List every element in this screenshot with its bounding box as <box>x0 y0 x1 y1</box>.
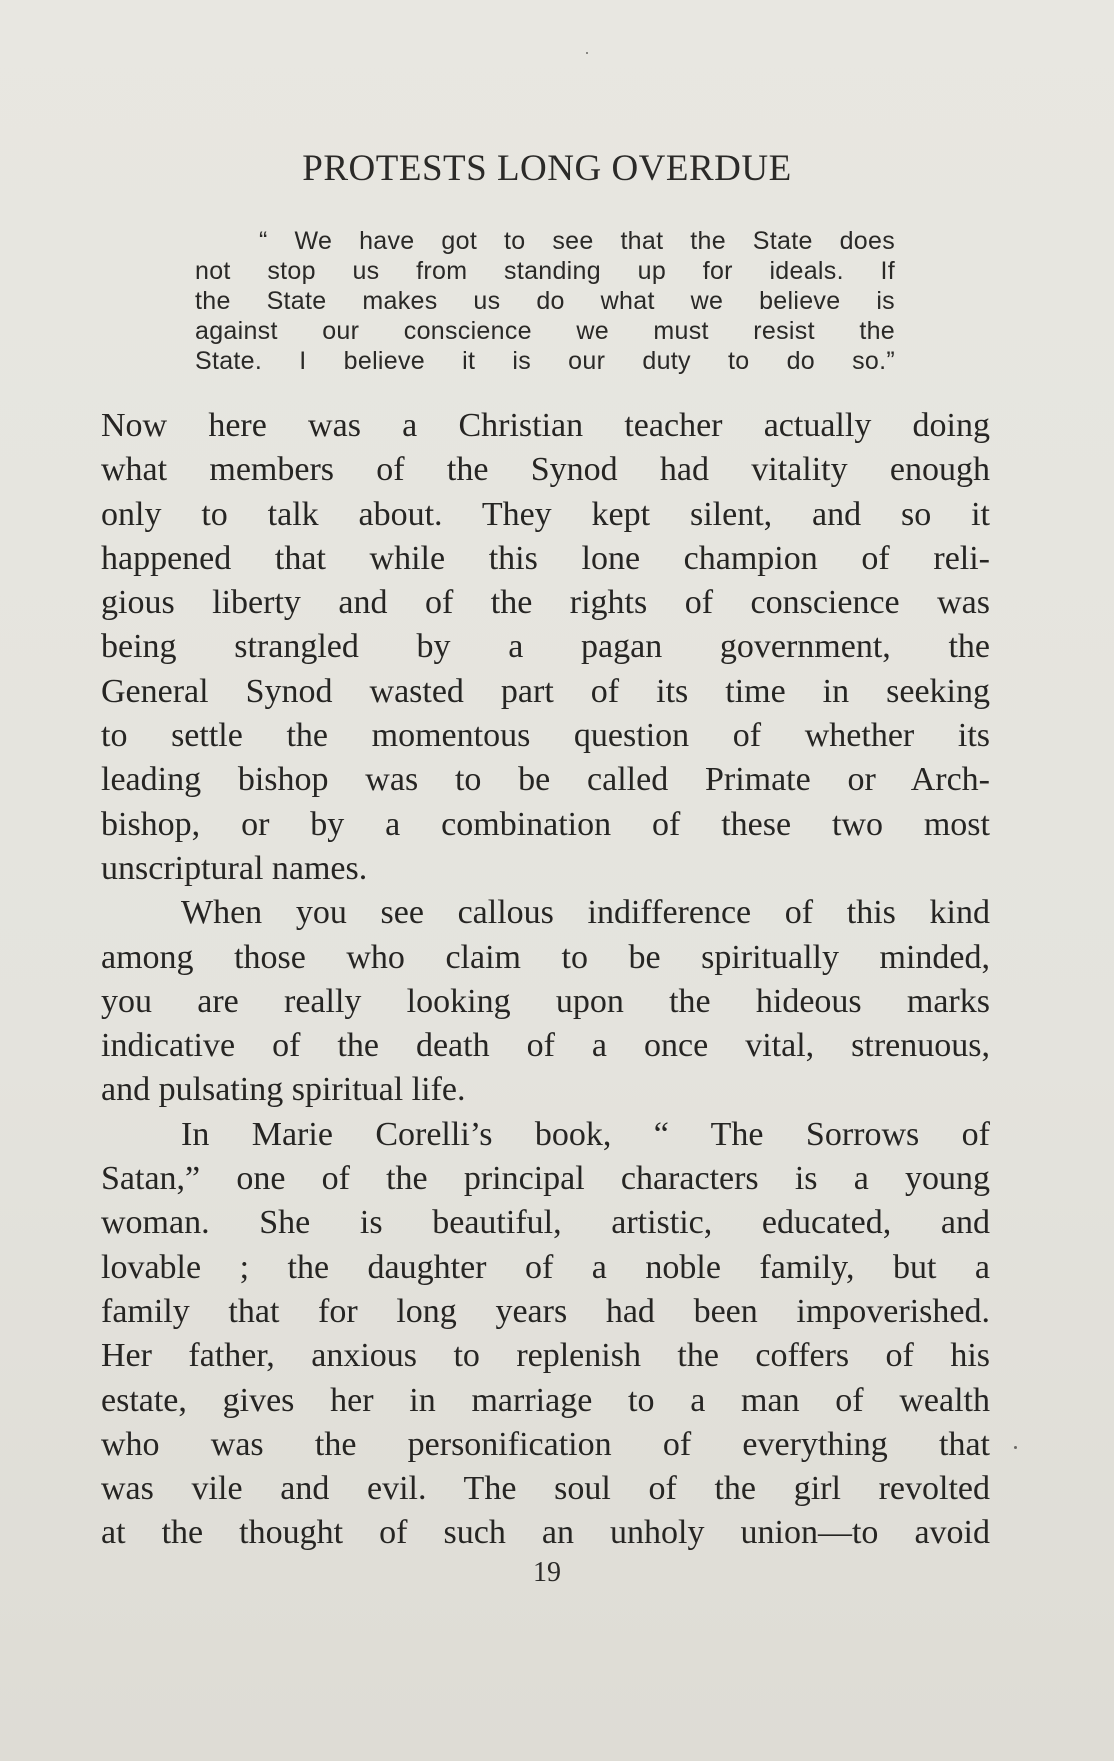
text-line: estate, gives her in marriage to a man of wealth <box>101 1381 990 1419</box>
text-line: and pulsating spiritual life. <box>101 1071 466 1109</box>
text-line: Satan,” one of the principal characters is a young <box>101 1160 990 1198</box>
text-line: Her father, anxious to replenish the coffers of his <box>101 1337 990 1375</box>
text-line: being strangled by a pagan government, the <box>101 628 990 666</box>
quote-line: State. I believe it is our duty to do so.” <box>195 347 895 375</box>
text-line: only to talk about. They kept silent, and so it <box>101 495 990 533</box>
quote-line: not stop us from standing up for ideals. If <box>195 257 895 285</box>
quote-line: “ We have got to see that the State does <box>259 227 895 255</box>
text-line: was vile and evil. The soul of the girl revolted <box>101 1470 990 1508</box>
text-line: what members of the Synod had vitality enough <box>101 451 990 489</box>
text-line: to settle the momentous question of whether its <box>101 717 990 755</box>
text-line: among those who claim to be spiritually minded, <box>101 938 990 976</box>
text-line: Now here was a Christian teacher actually doing <box>101 407 990 444</box>
page-number: 19 <box>533 1557 561 1588</box>
text-line: you are really looking upon the hideous marks <box>101 982 990 1020</box>
running-head: PROTESTS LONG OVERDUE <box>302 148 792 189</box>
text-line: unscriptural names. <box>101 849 368 887</box>
text-line: When you see callous indifference of this kind <box>181 894 990 932</box>
quote-line: the State makes us do what we believe is <box>195 287 895 315</box>
text-line: woman. She is beautiful, artistic, educated, and <box>101 1204 990 1242</box>
text-line: leading bishop was to be called Primate or Arch- <box>101 761 990 799</box>
text-line: In Marie Corelli’s book, “ The Sorrows of <box>181 1115 990 1153</box>
quote-line: against our conscience we must resist the <box>195 317 895 345</box>
text-line: lovable ; the daughter of a noble family, but a <box>101 1248 990 1286</box>
text-line: at the thought of such an unholy union—to avoid <box>101 1514 990 1552</box>
body-text <box>101 404 990 1556</box>
text-line: gious liberty and of the rights of conscience was <box>101 584 990 622</box>
text-line: General Synod wasted part of its time in seeking <box>101 672 990 710</box>
text-line: happened that while this lone champion of reli- <box>101 539 990 577</box>
paper-speck <box>586 52 588 54</box>
text-line: family that for long years had been impoverished. <box>101 1292 990 1330</box>
paper-speck <box>1014 1446 1017 1449</box>
text-line: who was the personification of everything that <box>101 1425 990 1463</box>
epigraph-quote <box>195 226 895 376</box>
text-line: indicative of the death of a once vital, strenuous, <box>101 1027 990 1065</box>
text-line: bishop, or by a combination of these two most <box>101 805 990 843</box>
